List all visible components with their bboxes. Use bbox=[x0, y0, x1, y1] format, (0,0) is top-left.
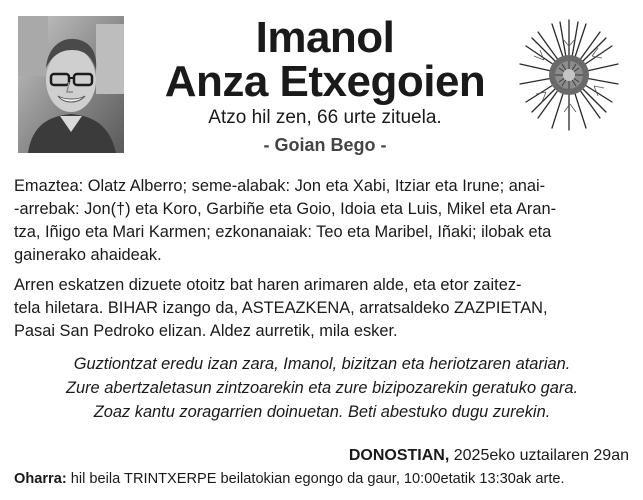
dateline-place: DONOSTIAN, bbox=[348, 447, 450, 464]
family-paragraph bbox=[14, 175, 630, 267]
thistle-icon bbox=[514, 16, 624, 134]
wake-note bbox=[14, 469, 630, 489]
prayer-line: - Goian Bego - bbox=[263, 135, 387, 155]
quote-line: Zure abertzaletasun zintzoarekin eta zure bizipozarekin geratuko gara. bbox=[65, 379, 579, 397]
deceased-first-name: Imanol bbox=[255, 13, 395, 62]
dateline-date: 2025eko uztailaren 29an bbox=[453, 447, 629, 464]
dateline bbox=[349, 446, 629, 466]
quote-line: Zoaz kantu zoragarrien doinuetan. Beti abestuko dugu zurekin. bbox=[93, 403, 551, 421]
ceremony-line: tela hiletara. BIHAR izango da, ASTEAZKENA, arratsaldeko ZAZPIETAN, bbox=[14, 299, 548, 317]
family-line: -arrebak: Jon(†) eta Koro, Garbiñe eta Goio, Idoia eta Luis, Mikel eta Aran- bbox=[14, 200, 557, 218]
ceremony-line: Pasai San Pedroko elizan. Aldez aurretik, mila esker. bbox=[14, 322, 398, 340]
portrait-photo bbox=[18, 16, 124, 153]
deceased-surnames: Anza Etxegoien bbox=[164, 57, 486, 106]
note-text: hil beila TRINTXERPE beilatokian egongo da gaur, 10:00etatik 13:30ak arte. bbox=[70, 471, 565, 487]
farewell-quote bbox=[14, 352, 630, 424]
quote-line: Guztiontzat eredu izan zara, Imanol, bizitzan eta heriotzaren atarian. bbox=[73, 355, 571, 373]
family-line: gainerako ahaideak. bbox=[14, 246, 162, 264]
family-line: tza, Iñigo eta Mari Karmen; ezkonanaiak: Teo eta Maribel, Iñaki; ilobak eta bbox=[14, 223, 552, 241]
ceremony-paragraph bbox=[14, 274, 630, 343]
ceremony-line: Arren eskatzen dizuete otoitz bat haren arimaren alde, eta etor zaitez- bbox=[14, 276, 522, 294]
death-line: Atzo hil zen, 66 urte zituela. bbox=[208, 107, 442, 128]
note-label: Oharra: bbox=[14, 471, 67, 487]
family-line: Emaztea: Olatz Alberro; seme-alabak: Jon eta Xabi, Itziar eta Irune; anai- bbox=[14, 177, 546, 195]
